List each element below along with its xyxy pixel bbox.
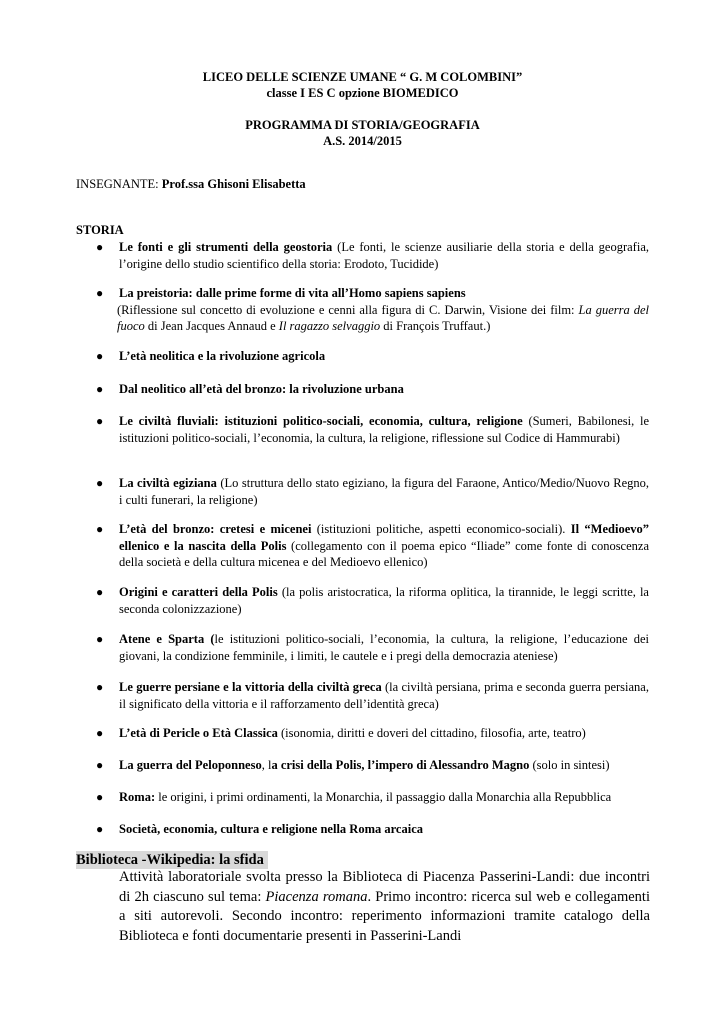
bullet-icon: ● [96,286,104,300]
topic-desc: (Lo struttura dello stato egiziano, la figura del Faraone, Antico/Medio/Nuovo Regno, i culti funerari, la religione) [119,476,649,507]
topic-title: L’età del bronzo: cretesi e micenei [119,522,312,536]
topic-desc: (isonomia, diritti e doveri del cittadino, filosofia, arte, teatro) [277,726,586,740]
biblioteca-text [119,868,650,946]
school-name: LICEO DELLE SCIENZE UMANE “ G. M COLOMBINI” [202,70,523,84]
bullet-icon: ● [96,822,104,836]
bullet-icon: ● [96,680,104,694]
topic-title: La civiltà egiziana [119,476,217,490]
topic-desc: di François Truffaut.) [380,319,491,333]
bullet-icon: ● [96,632,104,646]
topic-title: Società, economia, cultura e religione nella Roma arcaica [119,822,423,836]
topic-title: Il “Medioevo” ellenico e la nascita della Polis [119,522,649,553]
biblioteca-title: Biblioteca -Wikipedia: la sfida [76,851,268,869]
film-title: La guerra del fuoco [117,302,650,333]
topic-desc: (Sumeri, Babilonesi, le istituzioni politico-sociali, l’economia, la cultura, la religione, riflessione sul Codice di Hammurabi) [119,414,649,445]
topic-title: La preistoria: dalle prime forme di vita all’Homo sapiens sapiens [119,286,466,300]
topic-title: L’età neolitica e la rivoluzione agricola [119,349,326,363]
topic-title: a crisi della Polis, l’impero di Alessandro Magno [271,758,530,772]
bullet-icon: ● [96,522,104,536]
topic-desc: le origini, i primi ordinamenti, la Monarchia, il passaggio dalla Monarchia alla Repubblica [155,790,612,804]
school-year: A.S. 2014/2015 [323,134,402,148]
topic-desc: (collegamento con il poema epico “Iliade” come fonte di conoscenza della società e della cultura micenea e del Medioevo ellenico) [119,538,649,569]
section-title: STORIA [76,223,124,237]
program-title: PROGRAMMA DI STORIA/GEOGRAFIA [245,118,480,132]
topic-title: Le guerre persiane e la vittoria della civiltà greca [119,680,382,694]
topic-title: L’età di Pericle o Età Classica [119,726,278,740]
bullet-icon: ● [96,240,104,254]
topic-title: Le fonti e gli strumenti della geostoria [119,240,333,254]
bullet-icon: ● [96,585,104,599]
biblioteca-theme: Piacenza romana [265,888,368,905]
teacher-line [76,177,306,192]
topic-desc: di Jean Jacques Annaud e [144,319,279,333]
topic-title: Origini e caratteri della Polis [119,585,278,599]
bullet-icon: ● [96,476,104,490]
class-name: classe I ES C opzione BIOMEDICO [266,86,459,100]
biblioteca-desc: Attività laboratoriale svolta presso la Biblioteca di Piacenza Passerini-Landi: due incontri di 2h ciascuno sul tema: [119,869,650,905]
film-title: Il ragazzo selvaggio [278,319,381,333]
topic-title: Le civiltà fluviali: istituzioni politico-sociali, economia, cultura, religione [119,414,523,428]
bullet-icon: ● [96,758,104,772]
topic-desc: (solo in sintesi) [529,758,610,772]
topic-desc: , l [261,758,272,772]
topic-title: La guerra del Peloponneso [119,758,262,772]
topic-desc: (la polis aristocratica, la riforma oplitica, la tirannide, le leggi scritte, la seconda colonizzazione) [119,585,649,616]
topic-desc: le istituzioni politico-sociali, l’economia, la cultura, la religione, l’educazione dei giovani, la condizione femminile, i limiti, le cautele e i pregi della democrazia ateniese) [119,632,649,663]
bullet-icon: ● [96,790,104,804]
topic-desc: (Riflessione sul concetto di evoluzione e cenni alla figura di C. Darwin, Visione dei film: [117,302,579,317]
topic-desc: (istituzioni politiche, aspetti economico-sociali). [311,522,571,536]
bullet-icon: ● [96,414,104,428]
topic-title: Atene e Sparta ( [119,632,215,646]
topic-desc: (Le fonti, le scienze ausiliarie della storia e della geografia, l’origine dello studio scientifico della storia: Erodoto, Tucidide) [119,240,649,271]
teacher-label: INSEGNANTE: [76,177,162,191]
topic-title: Roma: [119,790,156,804]
biblioteca-desc: . Primo incontro: ricerca sul web e collegamenti a siti autorevoli. Secondo incontro: reperimento informazioni tramite catalogo della Biblioteca e fonti documentarie presenti in Passerini-Landi [119,888,650,944]
teacher-name: Prof.ssa Ghisoni Elisabetta [161,177,306,191]
bullet-icon: ● [96,726,104,740]
topic-title: Dal neolitico all’età del bronzo: la rivoluzione urbana [119,382,404,396]
topic-desc: (la civiltà persiana, prima e seconda guerra persiana, il significato della vittoria e il rafforzamento dell’identità greca) [119,680,649,711]
bullet-icon: ● [96,382,104,396]
bullet-icon: ● [96,349,104,363]
